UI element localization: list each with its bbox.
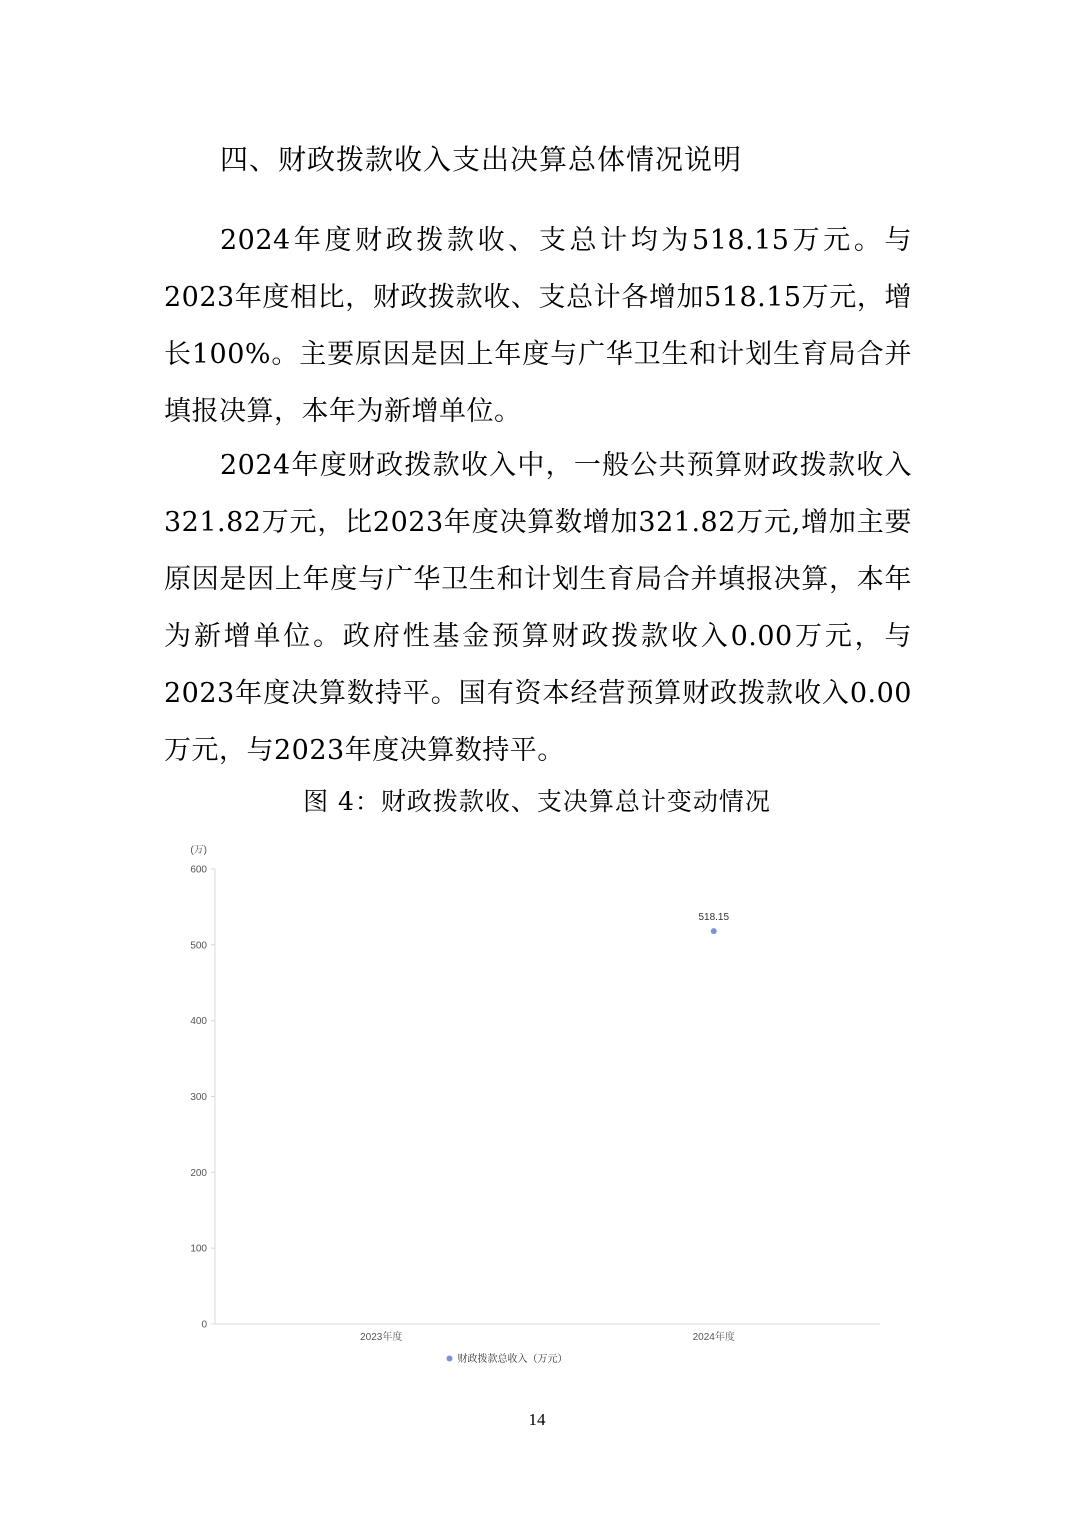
y-tick-label: 200 [190, 1167, 207, 1179]
income-chart [160, 838, 900, 1378]
y-axis [190, 844, 215, 1331]
data-points [698, 912, 729, 934]
data-point [711, 928, 717, 934]
section-heading: 四、财政拨款收入支出决算总体情况说明 [220, 143, 743, 176]
y-axis-unit-label: (万) [190, 845, 207, 856]
legend-label: 财政拨款总收入（万元） [457, 1354, 568, 1365]
paragraph-summary: 2024年度财政拨款收、支总计均为518.15万元。与2023年度相比，财政拨款收、支总计各增加518.15万元，增长100%。主要原因是因上年度与广华卫生和计划生育局合并填报决算，本年为新增单位。 [164, 225, 912, 427]
y-tick-label: 600 [190, 864, 207, 876]
chart-legend [447, 1352, 568, 1365]
x-axis [215, 1324, 880, 1343]
y-tick-label: 300 [190, 1092, 207, 1103]
page-number: 14 [528, 1410, 546, 1429]
legend-marker [447, 1356, 453, 1362]
y-tick-label: 400 [190, 1016, 207, 1028]
y-tick-label: 500 [190, 940, 207, 952]
paragraph-income-detail: 2024年度财政拨款收入中，一般公共预算财政拨款收入321.82万元，比2023年度决算数增加321.82万元,增加主要原因是因上年度与广华卫生和计划生育局合并填报决算，本年为新增单位。政府性基金预算财政拨款收入0.00万元，与2023年度决算数持平。国有资本经营预算财政拨款收入0.00万元，与2023年度决算数持平。 [164, 450, 912, 766]
y-tick-label: 100 [190, 1243, 207, 1255]
data-label: 518.15 [698, 912, 730, 924]
y-tick-label: 0 [201, 1319, 207, 1331]
x-tick-label: 2023年度 [360, 1332, 403, 1343]
x-tick-label: 2024年度 [692, 1332, 735, 1343]
figure-caption: 图 4：财政拨款收、支决算总计变动情况 [303, 787, 771, 816]
